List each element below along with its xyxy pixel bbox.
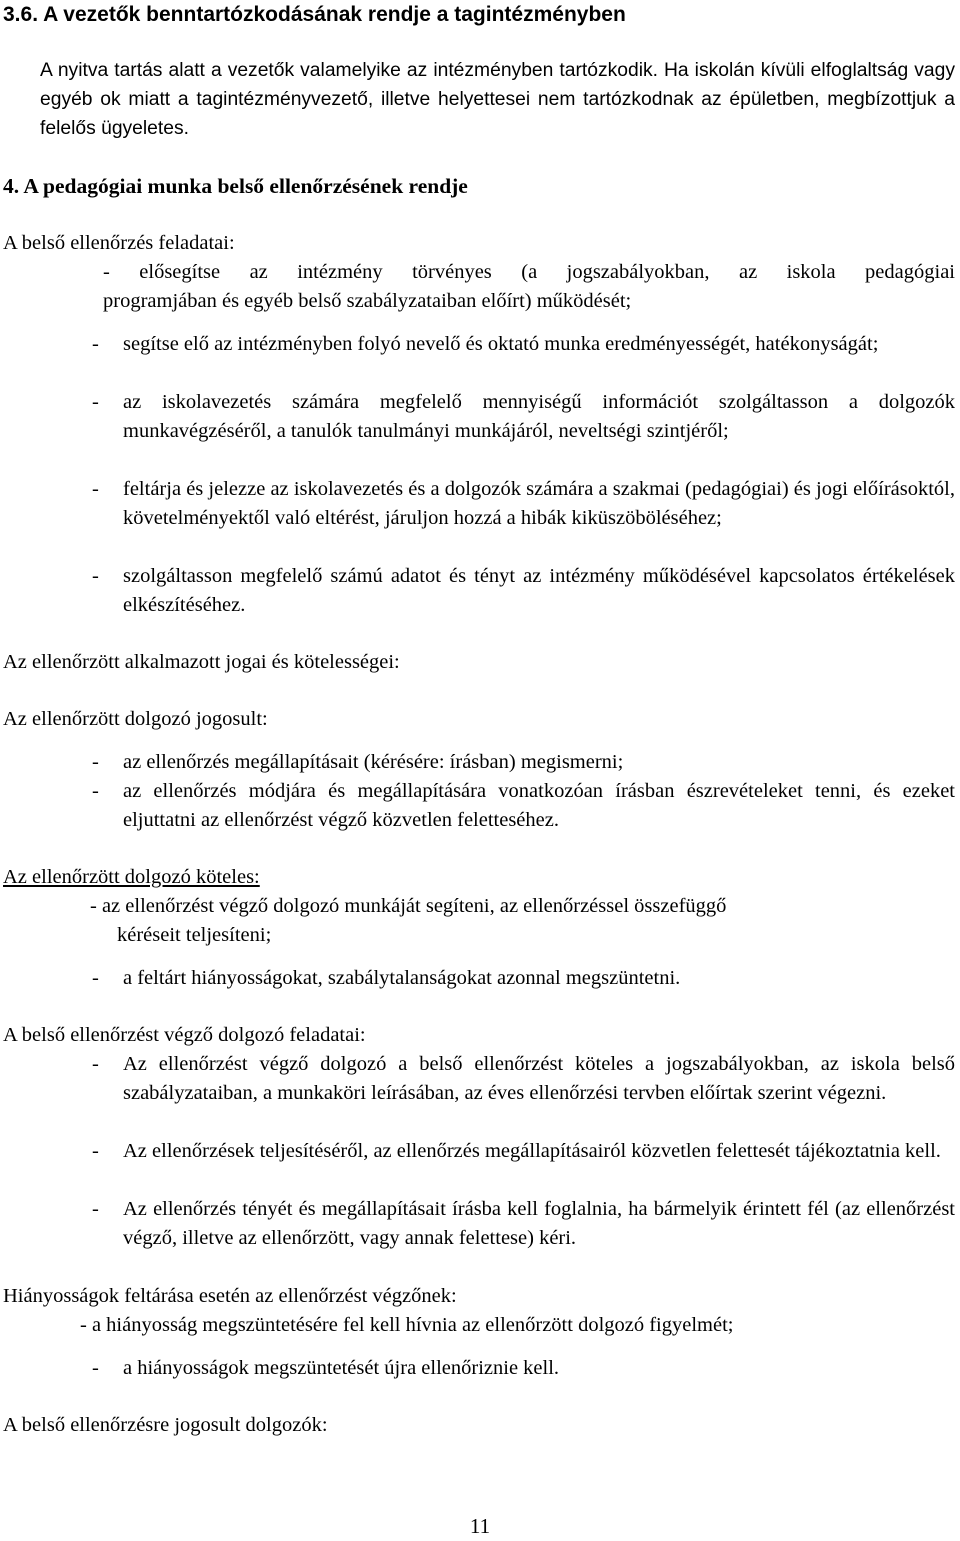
list-dash: - bbox=[92, 967, 99, 989]
obliged-label: Az ellenőrzött dolgozó köteles: bbox=[3, 866, 260, 888]
list-dash: - bbox=[92, 1053, 99, 1075]
entitled-item-text: az ellenőrzés módjára és megállapítására vonatkozóan írásban észrevételeket tenni, és ezeket eljuttatni az ellenőrzést végző közvetlen feletteséhez. bbox=[123, 780, 955, 831]
list-dash: - bbox=[92, 780, 99, 802]
controller-item-text: Az ellenőrzés tényét és megállapításait írásba kell foglalnia, ha bármelyik érintett fél (az ellenőrzést végző, illetve az ellenőrzött, vagy annak felettese) kéri. bbox=[123, 1198, 955, 1249]
list-dash: - bbox=[92, 1140, 99, 1162]
obliged-item-1-line1: - az ellenőrzést végző dolgozó munkáját segíteni, az ellenőrzéssel összefüggő bbox=[90, 895, 727, 917]
obliged-item-2-text: a feltárt hiányosságokat, szabálytalanságokat azonnal megszüntetni. bbox=[123, 967, 681, 989]
list-dash: - bbox=[92, 1198, 99, 1220]
task-item-text: feltárja és jelezze az iskolavezetés és a dolgozók számára a szakmai (pedagógiai) és jogi előírásoktól, követelményektől való eltérést, járuljon hozzá a hibák kiküszöböléséhez; bbox=[123, 478, 955, 529]
task-item-text: szolgáltasson megfelelő számú adatot és tényt az intézmény működésével kapcsolatos értékelések elkészítéséhez. bbox=[123, 565, 955, 616]
authorized-label: A belső ellenőrzésre jogosult dolgozók: bbox=[3, 1414, 328, 1436]
page-number: 11 bbox=[469, 1514, 491, 1538]
task-item-1-line1: - elősegítse az intézmény törvényes (a jogszabályokban, az iskola pedagógiai bbox=[103, 261, 955, 283]
section-4-title: 4. A pedagógiai munka belső ellenőrzésének rendje bbox=[3, 174, 468, 198]
obliged-item-1-line2: kéréseit teljesíteni; bbox=[117, 924, 272, 946]
controller-label: A belső ellenőrzést végző dolgozó feladatai: bbox=[3, 1024, 366, 1046]
controller-item-text: Az ellenőrzést végző dolgozó a belső ellenőrzést köteles a jogszabályokban, az iskola belső szabályzataiban, a munkaköri leírásában, az éves ellenőrzési tervben előírtak szerint végezni. bbox=[123, 1053, 955, 1104]
entitled-label: Az ellenőrzött dolgozó jogosult: bbox=[3, 708, 268, 730]
entitled-item-text: az ellenőrzés megállapításait (kérésére: írásban) megismerni; bbox=[123, 751, 624, 773]
task-item-text: segítse elő az intézményben folyó nevelő és oktató munka eredményességét, hatékonyságát; bbox=[123, 333, 879, 355]
controller-item-text: Az ellenőrzések teljesítéséről, az ellenőrzés megállapításairól közvetlen felettesét tájékoztatnia kell. bbox=[123, 1140, 941, 1162]
tasks-label: A belső ellenőrzés feladatai: bbox=[3, 232, 235, 254]
section-3-6-title: 3.6. A vezetők benntartózkodásának rendje a tagintézményben bbox=[3, 3, 626, 26]
section-3-6-paragraph: A nyitva tartás alatt a vezetők valamelyike az intézményben tartózkodik. Ha iskolán kívüli elfoglaltság vagy egyéb ok miatt a tagintézményvezető, illetve helyettesei nem tartózkodnak az épületben, megbízottjuk a felelős ügyeletes. bbox=[40, 60, 955, 139]
list-dash: - bbox=[92, 565, 99, 587]
list-dash: - bbox=[92, 391, 99, 413]
deficiency-label: Hiányosságok feltárása esetén az ellenőrzést végzőnek: bbox=[3, 1285, 457, 1307]
deficiency-item-2-text: a hiányosságok megszüntetését újra ellenőriznie kell. bbox=[123, 1357, 560, 1379]
task-item-1-line2: programjában és egyéb belső szabályzataiban előírt) működését; bbox=[103, 290, 632, 312]
list-dash: - bbox=[92, 478, 99, 500]
deficiency-item-1: - a hiányosság megszüntetésére fel kell hívnia az ellenőrzött dolgozó figyelmét; bbox=[80, 1314, 734, 1336]
task-item-text: az iskolavezetés számára megfelelő mennyiségű információt szolgáltasson a dolgozók munkavégzéséről, a tanulók tanulmányi munkájáról, neveltségi szintjéről; bbox=[123, 391, 955, 442]
rights-label: Az ellenőrzött alkalmazott jogai és kötelességei: bbox=[3, 651, 400, 673]
list-dash: - bbox=[92, 333, 99, 355]
list-dash: - bbox=[92, 751, 99, 773]
list-dash: - bbox=[92, 1357, 99, 1379]
